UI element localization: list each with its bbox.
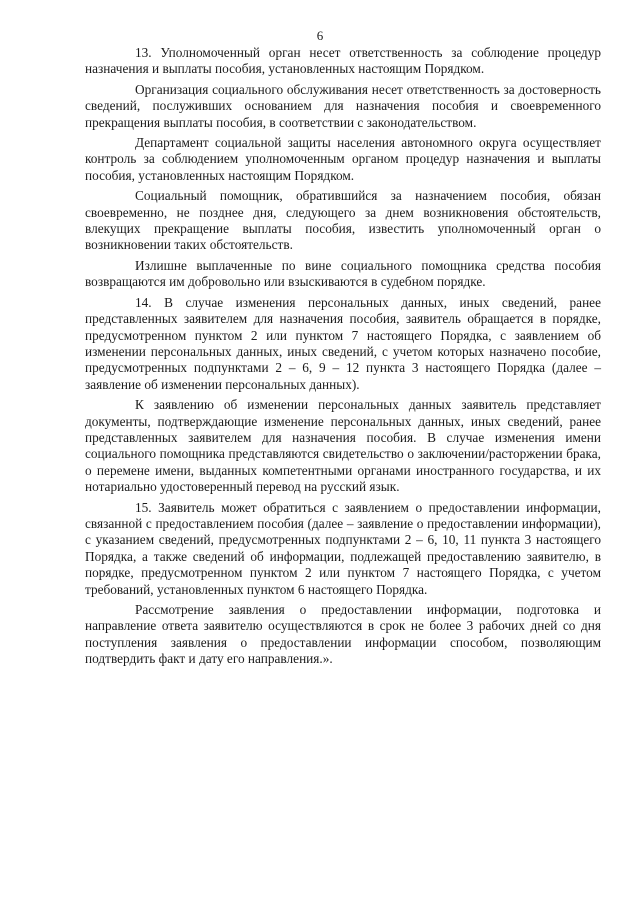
paragraph-15-information-request: 15. Заявитель может обратиться с заявлением о предоставлении информации, связанной с предоставлением пособия (далее – заявление о предоставлении информации), с указанием сведений, предусмотренных подпунктами 2 – 6, 10, 11 пункта 3 настоящего Порядка, а также сведений об информации, подлежащей предоставлению заявителю, в порядке, предусмотренном пунктом 2 или пунктом 7 настоящего Порядка, с учетом требований, установленных пунктом 6 настоящего Порядка.	[85, 499, 601, 597]
paragraph-personal-data-documents: К заявлению об изменении персональных данных заявитель представляет документы, подтверждающие изменение персональных данных, иных сведений, ранее представленных заявителем для назначения пособия. В случае изменения имени социального помощника представляются свидетельство о заключении/расторжении брака, о перемене имени, выданных компетентными органами иностранного государства, и их нотариально удостоверенный перевод на русский язык.	[85, 397, 601, 495]
page-number: 6	[316, 28, 324, 43]
paragraph-information-response-term: Рассмотрение заявления о предоставлении информации, подготовка и направление ответа заявителю осуществляются в срок не более 3 рабочих дней со дня поступления заявления о предоставлении информации способом, позволяющим подтвердить факт и дату его направления.».	[85, 602, 601, 667]
paragraph-14-personal-data-change: 14. В случае изменения персональных данных, иных сведений, ранее представленных заявителем для назначения пособия, заявитель обращается в порядке, предусмотренном пунктом 2 или пунктом 7 настоящего Порядка, с заявлением об изменении персональных данных, иных сведений, с учетом которых назначено пособие, предусмотренных подпунктами 2 – 6, 9 – 12 пункта 3 настоящего Порядка (далее – заявление об изменении персональных данных).	[85, 294, 601, 392]
document-body	[85, 45, 601, 668]
paragraph-overpayment-return: Излишне выплаченные по вине социального помощника средства пособия возвращаются им добровольно или взыскиваются в судебном порядке.	[85, 257, 601, 290]
paragraph-department-control: Департамент социальной защиты населения автономного округа осуществляет контроль за соблюдением уполномоченным органом процедур назначения и выплаты пособия, установленных настоящим Порядком.	[85, 135, 601, 183]
paragraph-13-responsibility-authorized-body: 13. Уполномоченный орган несет ответственность за соблюдение процедур назначения и выплаты пособия, установленных настоящим Порядком.	[85, 45, 601, 77]
paragraph-social-assistant-notification: Социальный помощник, обратившийся за назначением пособия, обязан своевременно, не позднее дня, следующего за днем возникновения обстоятельств, влекущих прекращение выплаты пособия, известить уполномоченный орган о возникновении таких обстоятельств.	[85, 188, 601, 253]
paragraph-responsibility-social-service-org: Организация социального обслуживания несет ответственность за достоверность сведений, послуживших основанием для назначения пособия и своевременного прекращения выплаты пособия, в соответствии с законодательством.	[85, 81, 601, 130]
